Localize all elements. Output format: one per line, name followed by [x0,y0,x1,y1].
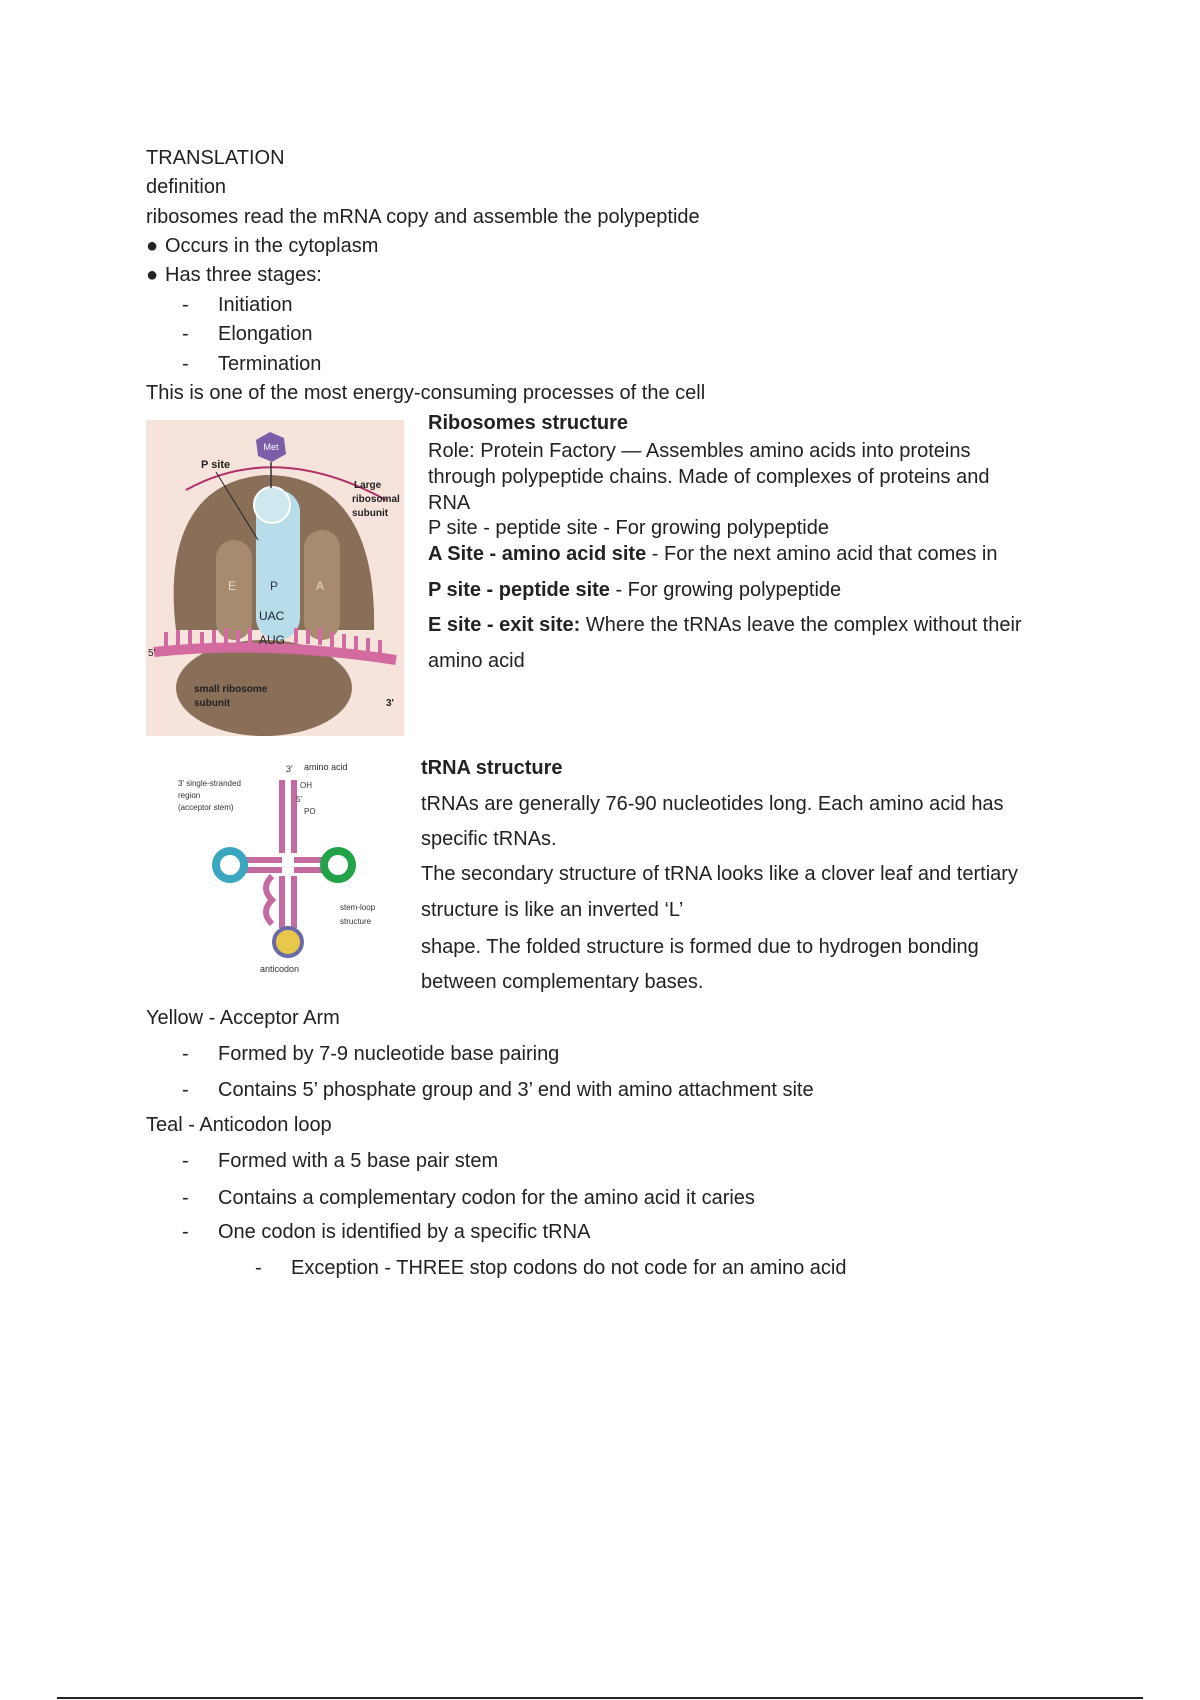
bullet-item: Occurs in the cytoplasm [165,235,379,257]
large-subunit-label-3: subunit [352,508,389,519]
five-prime-label: 5' [148,648,156,659]
bullet-icon: ● [146,235,159,257]
teal-loop-subitem: Exception - THREE stop codons do not code for an amino acid [291,1257,847,1279]
trna-text-line: structure is like an inverted ‘L’ [421,899,684,921]
dash-icon: - [182,353,189,375]
p-site-term: P site - peptide site [428,579,610,601]
ribosome-role-line: RNA [428,492,471,514]
single-strand-label-2: region [178,791,201,800]
teal-loop-heading: Teal - Anticodon loop [146,1114,332,1136]
e-site-figure-label: E [228,579,237,593]
ribosome-heading: Ribosomes structure [428,412,629,434]
dash-icon: - [182,294,189,316]
page-bottom-rule [57,1697,1143,1699]
met-label: Met [263,442,279,452]
e-site-continued: amino acid [428,650,525,672]
definition-label: definition [146,176,227,198]
bullet-icon: ● [146,264,159,286]
dash-icon: - [182,323,189,345]
large-subunit-label-2: ribosomal [352,494,400,505]
three-prime-label: 3' [386,698,394,709]
stem-loop-label-2: structure [340,917,372,926]
a-site-figure-label: A [316,579,325,593]
trna-text-line: shape. The folded structure is formed due to hydrogen bonding [421,936,979,958]
yellow-arm-item: Contains 5’ phosphate group and 3’ end with amino attachment site [218,1079,814,1101]
trna-text-line: The secondary structure of tRNA looks like a clover leaf and tertiary [421,863,1018,885]
single-strand-label-1: 3' single-stranded [178,779,241,788]
p-site-letter-label: P [270,579,279,593]
phosphate-label: PO [304,807,316,816]
anticodon-label: UAC [259,609,285,623]
stage-item: Termination [218,353,322,375]
p-site-line [428,578,841,602]
trna-anticodon-label: anticodon [260,964,300,974]
stage-item: Elongation [218,323,313,345]
dash-icon: - [182,1221,189,1243]
dash-icon: - [182,1187,189,1209]
ribosome-diagram [146,420,404,736]
oh-label: OH [300,781,312,790]
teal-loop-item: Contains a complementary codon for the amino acid it caries [218,1187,755,1209]
a-site-line [428,542,997,566]
teal-loop-item: One codon is identified by a specific tRNA [218,1221,591,1243]
dash-icon: - [182,1043,189,1065]
stage-item: Initiation [218,294,293,316]
trna-heading: tRNA structure [421,757,563,779]
anticodon-loop [274,928,302,956]
yellow-arm-heading: Yellow - Acceptor Arm [146,1007,340,1029]
trna-text-line: tRNAs are generally 76-90 nucleotides long. Each amino acid has [421,793,1004,815]
large-subunit-label-1: Large [354,480,382,491]
amino-acid-label: amino acid [304,762,348,772]
trna-three-prime-label: 3' [286,764,293,774]
dash-icon: - [182,1150,189,1172]
page-title: TRANSLATION [146,147,285,169]
trna-five-prime-label: 5' [296,795,302,804]
ribosome-role-line: Role: Protein Factory — Assembles amino acids into proteins [428,440,971,462]
codon-label: AUG [259,633,286,647]
a-site-desc: - For the next amino acid that comes in [646,543,998,565]
a-site-term: A Site - amino acid site [428,543,647,565]
yellow-arm-item: Formed by 7-9 nucleotide base pairing [218,1043,560,1065]
small-subunit-label-1: small ribosome [194,684,268,695]
e-site-line [428,613,1022,637]
p-site-figure-label: P site [201,459,231,471]
p-site-desc: - For growing polypeptide [609,579,842,601]
ribosome-role-line: through polypeptide chains. Made of complexes of proteins and [428,466,990,488]
stem-loop-label-1: stem-loop [340,903,376,912]
bullet-item: Has three stages: [165,264,322,286]
e-site-term: E site - exit site: [428,614,581,636]
energy-note: This is one of the most energy-consuming processes of the cell [146,382,706,404]
dash-icon: - [255,1257,262,1279]
dash-icon: - [182,1079,189,1101]
definition-text: ribosomes read the mRNA copy and assemble the polypeptide [146,206,700,228]
p-site-plain-line: P site - peptide site - For growing polypeptide [428,517,829,539]
teal-loop-item: Formed with a 5 base pair stem [218,1150,499,1172]
trna-text-line: specific tRNAs. [421,828,557,850]
small-subunit-label-2: subunit [194,698,231,709]
e-site-desc: Where the tRNAs leave the complex without their [580,614,1022,636]
trna-top [254,487,290,523]
single-strand-label-3: (acceptor stem) [178,803,234,812]
trna-text-line: between complementary bases. [421,971,704,993]
trna-diagram [150,758,400,980]
